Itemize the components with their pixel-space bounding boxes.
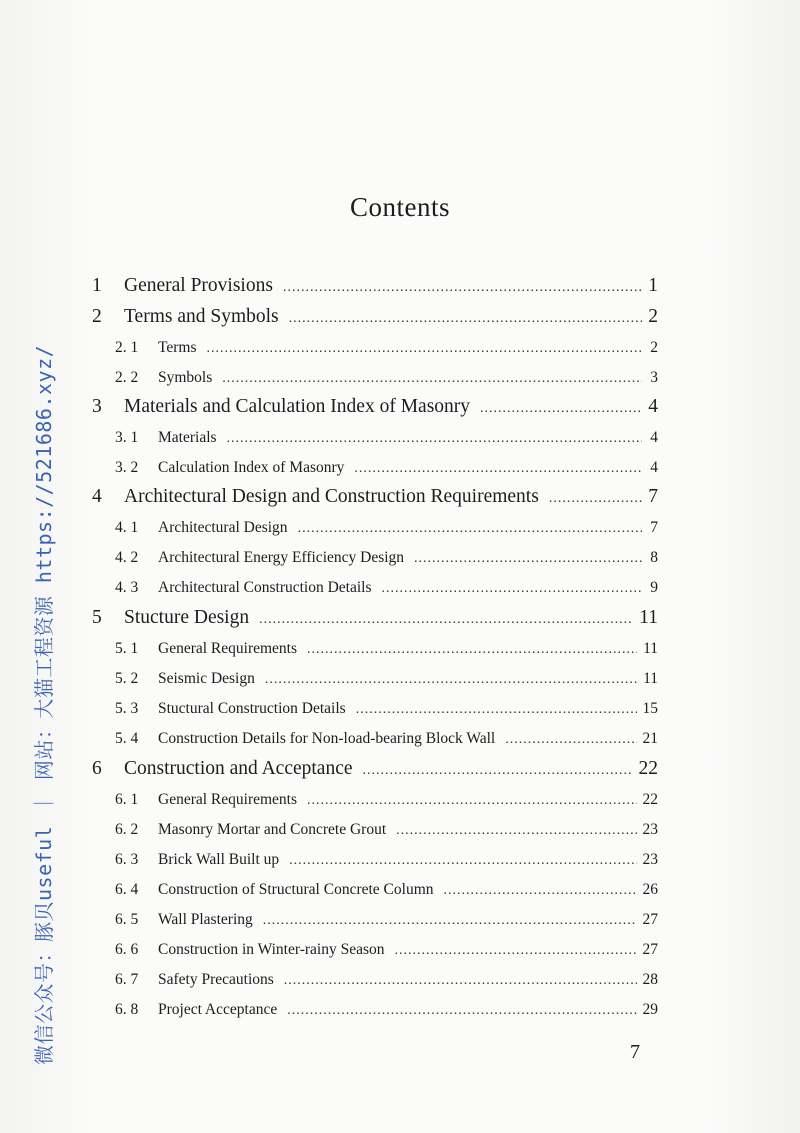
dot-leader xyxy=(265,672,637,688)
section-title: Architectural Construction Details xyxy=(158,579,372,596)
section-number: 5. 3 xyxy=(115,700,139,717)
section-title: Materials xyxy=(158,429,217,446)
page-ref: 28 xyxy=(642,971,658,988)
dot-leader xyxy=(283,280,642,296)
toc-entry-2 xyxy=(92,306,658,328)
dot-leader xyxy=(307,642,637,658)
page-ref: 4 xyxy=(650,429,658,446)
section-title: Construction Details for Non-load-bearing Block Wall xyxy=(158,730,496,747)
section-title: Symbols xyxy=(158,369,213,386)
section-title: Stucture Design xyxy=(124,607,250,628)
toc-entry-4 xyxy=(92,486,658,508)
toc-entry-2-1 xyxy=(115,339,658,357)
page-ref: 4 xyxy=(650,459,658,476)
section-number: 5. 1 xyxy=(115,640,139,657)
toc-entry-6-5 xyxy=(115,911,658,929)
toc-entry-6-1 xyxy=(115,791,658,809)
dot-leader xyxy=(480,401,642,417)
page-ref: 9 xyxy=(650,579,658,596)
section-number: 4. 1 xyxy=(115,519,139,536)
dot-leader xyxy=(382,581,643,597)
section-number: 6. 2 xyxy=(115,821,139,838)
section-number: 5. 4 xyxy=(115,730,139,747)
dot-leader xyxy=(284,973,637,989)
dot-leader xyxy=(259,612,633,628)
dot-leader xyxy=(396,823,636,839)
toc-entry-6-3 xyxy=(115,851,658,869)
dot-leader xyxy=(307,793,636,809)
page-ref: 21 xyxy=(642,730,658,747)
section-number: 5 xyxy=(92,607,102,628)
dot-leader xyxy=(298,521,642,537)
page-ref: 23 xyxy=(642,821,658,838)
section-number: 3 xyxy=(92,396,102,417)
dot-leader xyxy=(549,491,642,507)
section-number: 3. 2 xyxy=(115,459,139,476)
page-ref: 7 xyxy=(650,519,658,536)
page-ref: 23 xyxy=(642,851,658,868)
section-number: 2. 1 xyxy=(115,339,139,356)
page-ref: 2 xyxy=(650,339,658,356)
dot-leader xyxy=(227,431,642,447)
page-ref: 11 xyxy=(639,607,658,628)
watermark-text: 微信公众号：豚贝useful ｜ 网站：大猫工程资源 https://521686.xyz/ xyxy=(32,344,56,1065)
section-title: Safety Precautions xyxy=(158,971,274,988)
page-ref: 11 xyxy=(643,640,658,657)
page-ref: 15 xyxy=(642,700,658,717)
toc-entry-6-4 xyxy=(115,881,658,899)
section-number: 5. 2 xyxy=(115,670,139,687)
section-number: 6. 8 xyxy=(115,1001,139,1018)
page-ref: 1 xyxy=(648,275,658,296)
page-ref: 22 xyxy=(642,791,658,808)
toc-entry-4-2 xyxy=(115,549,658,567)
dot-leader xyxy=(222,371,642,387)
section-number: 2. 2 xyxy=(115,369,139,386)
dot-leader xyxy=(289,853,636,869)
dot-leader xyxy=(414,551,642,567)
toc-entry-6-6 xyxy=(115,941,658,959)
toc-entry-4-3 xyxy=(115,579,658,597)
dot-leader xyxy=(263,913,637,929)
page-ref: 22 xyxy=(638,758,658,779)
toc-entry-5 xyxy=(92,607,658,629)
section-number: 6. 3 xyxy=(115,851,139,868)
toc-entry-4-1 xyxy=(115,519,658,537)
toc-entry-2-2 xyxy=(115,369,658,387)
section-number: 6. 1 xyxy=(115,791,139,808)
dot-leader xyxy=(207,341,642,357)
section-number: 4. 3 xyxy=(115,579,139,596)
toc-entry-5-3 xyxy=(115,700,658,718)
section-title: Calculation Index of Masonry xyxy=(158,459,345,476)
section-title: Construction in Winter-rainy Season xyxy=(158,941,385,958)
toc-entry-6-8 xyxy=(115,1001,658,1019)
toc-entry-1 xyxy=(92,275,658,297)
page-ref: 2 xyxy=(648,306,658,327)
page-title: Contents xyxy=(349,192,450,222)
toc-entry-6-2 xyxy=(115,821,658,839)
dot-leader xyxy=(505,732,636,748)
dot-leader xyxy=(287,1003,636,1019)
dot-leader xyxy=(356,702,637,718)
section-title: General Requirements xyxy=(158,640,298,657)
page-ref: 26 xyxy=(642,881,658,898)
section-title: Construction and Acceptance xyxy=(124,758,353,779)
section-number: 6. 5 xyxy=(115,911,139,928)
section-title: Architectural Design and Construction Requirements xyxy=(124,486,539,507)
section-title: Brick Wall Built up xyxy=(158,851,280,868)
dot-leader xyxy=(444,883,637,899)
dot-leader xyxy=(354,461,642,477)
dot-leader xyxy=(363,763,633,779)
section-number: 2 xyxy=(92,306,102,327)
page-ref: 8 xyxy=(650,549,658,566)
section-title: Materials and Calculation Index of Masonry xyxy=(124,396,471,417)
section-number: 4 xyxy=(92,486,102,507)
section-number: 6. 6 xyxy=(115,941,139,958)
section-title: Architectural Energy Efficiency Design xyxy=(158,549,405,566)
page-ref: 27 xyxy=(642,941,658,958)
section-title: Wall Plastering xyxy=(158,911,253,928)
toc-entry-6-7 xyxy=(115,971,658,989)
toc-entry-5-4 xyxy=(115,730,658,748)
page-ref: 4 xyxy=(648,396,658,417)
toc-entry-6 xyxy=(92,758,658,780)
dot-leader xyxy=(395,943,637,959)
toc-entry-3 xyxy=(92,396,658,418)
section-number: 6. 7 xyxy=(115,971,139,988)
toc-entry-5-1 xyxy=(115,640,658,658)
section-title: Terms xyxy=(158,339,197,356)
section-title: Project Acceptance xyxy=(158,1001,278,1018)
section-number: 3. 1 xyxy=(115,429,139,446)
section-number: 6 xyxy=(92,758,102,779)
section-number: 1 xyxy=(92,275,102,296)
page-ref: 27 xyxy=(642,911,658,928)
section-title: Architectural Design xyxy=(158,519,288,536)
toc-entry-3-1 xyxy=(115,429,658,447)
page-ref: 11 xyxy=(643,670,658,687)
section-title: Stuctural Construction Details xyxy=(158,700,346,717)
toc-entry-3-2 xyxy=(115,459,658,477)
section-number: 4. 2 xyxy=(115,549,139,566)
dot-leader xyxy=(289,311,642,327)
section-title: Seismic Design xyxy=(158,670,255,687)
page-ref: 7 xyxy=(648,486,658,507)
page-ref: 29 xyxy=(642,1001,658,1018)
section-title: Terms and Symbols xyxy=(124,306,279,327)
section-number: 6. 4 xyxy=(115,881,139,898)
section-title: Construction of Structural Concrete Column xyxy=(158,881,434,898)
page-ref: 3 xyxy=(650,369,658,386)
section-title: General Requirements xyxy=(158,791,298,808)
section-title: Masonry Mortar and Concrete Grout xyxy=(158,821,387,838)
page-number: 7 xyxy=(630,1041,640,1063)
toc-entry-5-2 xyxy=(115,670,658,688)
section-title: General Provisions xyxy=(124,275,273,296)
